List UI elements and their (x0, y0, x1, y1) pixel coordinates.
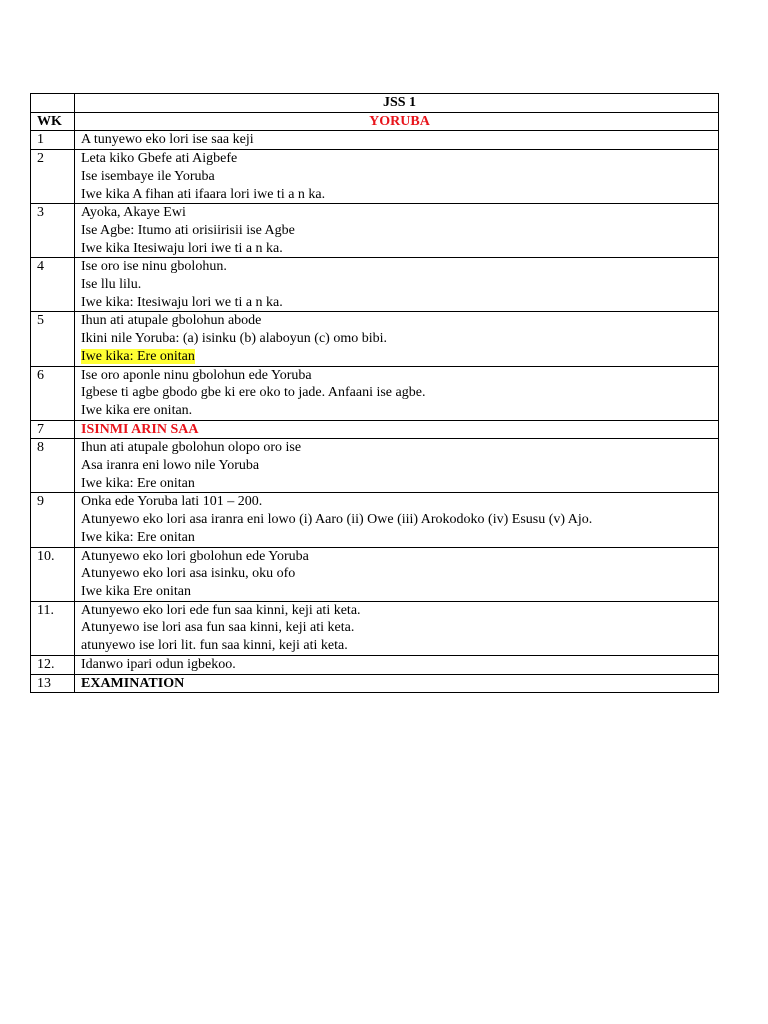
topic-cell (75, 439, 719, 493)
topic-line: Atunyewo eko lori asa isinku, oku ofo (81, 566, 296, 582)
table-row (31, 366, 719, 420)
week-number: 3 (31, 204, 75, 258)
topic-line: A tunyewo eko lori ise saa keji (81, 132, 254, 148)
topic-cell (75, 493, 719, 547)
topic-line: Iwe kika Ere onitan (81, 583, 192, 599)
topic-cell (75, 204, 719, 258)
topic-cell (75, 674, 719, 693)
table-row (31, 601, 719, 655)
topic-cell (75, 312, 719, 366)
table-title-row (31, 94, 719, 113)
topic-line: Idanwo ipari odun igbekoo. (81, 656, 236, 672)
week-number: 11. (31, 601, 75, 655)
topic-line: Iwe kika: Ere onitan (81, 529, 195, 545)
week-number: 13 (31, 674, 75, 693)
topic-line: Atunyewo eko lori gbolohun ede Yoruba (81, 548, 309, 564)
class-title: JSS 1 (75, 94, 719, 113)
topic-line: Atunyewo ise lori asa fun saa kinni, keji ati keta. (81, 620, 355, 636)
highlighted-text: Iwe kika: Ere onitan (81, 348, 195, 364)
week-number: 10. (31, 547, 75, 601)
topic-line: Asa iranra eni lowo nile Yoruba (81, 458, 260, 474)
topic-line: Atunyewo eko lori ede fun saa kinni, keji ati keta. (81, 602, 361, 618)
topic-cell (75, 547, 719, 601)
topic-line: Ihun ati atupale gbolohun olopo oro ise (81, 440, 302, 456)
midterm-break-label: ISINMI ARIN SAA (81, 421, 199, 437)
topic-line: Ihun ati atupale gbolohun abode (81, 313, 262, 329)
week-number: 1 (31, 131, 75, 150)
topic-line: Igbese ti agbe gbodo gbe ki ere oko to jade. Anfaani ise agbe. (81, 385, 426, 401)
topic-line: Iwe kika Itesiwaju lori iwe ti a n ka. (81, 240, 283, 256)
week-number: 5 (31, 312, 75, 366)
topic-line: atunyewo ise lori lit. fun saa kinni, keji ati keta. (81, 638, 348, 654)
topic-line: Ise oro aponle ninu gbolohun ede Yoruba (81, 367, 312, 383)
topic-line: Iwe kika A fihan ati ifaara lori iwe ti a n ka. (81, 186, 326, 202)
topic-line: Onka ede Yoruba lati 101 – 200. (81, 494, 263, 510)
table-row (31, 655, 719, 674)
table-header-row (31, 112, 719, 131)
week-number: 6 (31, 366, 75, 420)
table-row (31, 258, 719, 312)
topic-line-highlighted (81, 348, 718, 366)
topic-cell (75, 655, 719, 674)
week-number: 8 (31, 439, 75, 493)
topic-line: Ayoka, Akaye Ewi (81, 205, 186, 221)
table-row (31, 674, 719, 693)
table-row (31, 312, 719, 366)
scheme-of-work-table (30, 93, 719, 693)
week-number: 7 (31, 420, 75, 439)
topic-line: Iwe kika: Ere onitan (81, 475, 195, 491)
topic-line: Atunyewo eko lori asa iranra eni lowo (i) Aaro (ii) Owe (iii) Arokodoko (iv) Esusu (v) Ajo. (81, 512, 593, 528)
topic-cell (75, 601, 719, 655)
topic-line: Ise isembaye ile Yoruba (81, 168, 215, 184)
week-number: 9 (31, 493, 75, 547)
topic-cell (75, 131, 719, 150)
week-number: 12. (31, 655, 75, 674)
table-row (31, 150, 719, 204)
topic-line: Ikini nile Yoruba: (a) isinku (b) alaboyun (c) omo bibi. (81, 331, 388, 347)
title-blank-cell (31, 94, 75, 113)
topic-line: Iwe kika: Itesiwaju lori we ti a n ka. (81, 294, 283, 310)
topic-cell (75, 420, 719, 439)
examination-label: EXAMINATION (81, 675, 185, 691)
week-number: 4 (31, 258, 75, 312)
topic-line: Ise Agbe: Itumo ati orisiirisii ise Agbe (81, 222, 295, 238)
week-column-header: WK (31, 112, 75, 131)
topic-cell (75, 258, 719, 312)
topic-cell (75, 366, 719, 420)
topic-line: Leta kiko Gbefe ati Aigbefe (81, 151, 238, 167)
table-row (31, 204, 719, 258)
topic-line: Ise oro ise ninu gbolohun. (81, 259, 227, 275)
week-number: 2 (31, 150, 75, 204)
topic-line: Iwe kika ere onitan. (81, 402, 193, 418)
table-row (31, 420, 719, 439)
table-row (31, 439, 719, 493)
table-row (31, 547, 719, 601)
table-row (31, 131, 719, 150)
topic-line: Ise llu lilu. (81, 277, 142, 293)
topic-cell (75, 150, 719, 204)
subject-title: YORUBA (75, 112, 719, 131)
table-row (31, 493, 719, 547)
